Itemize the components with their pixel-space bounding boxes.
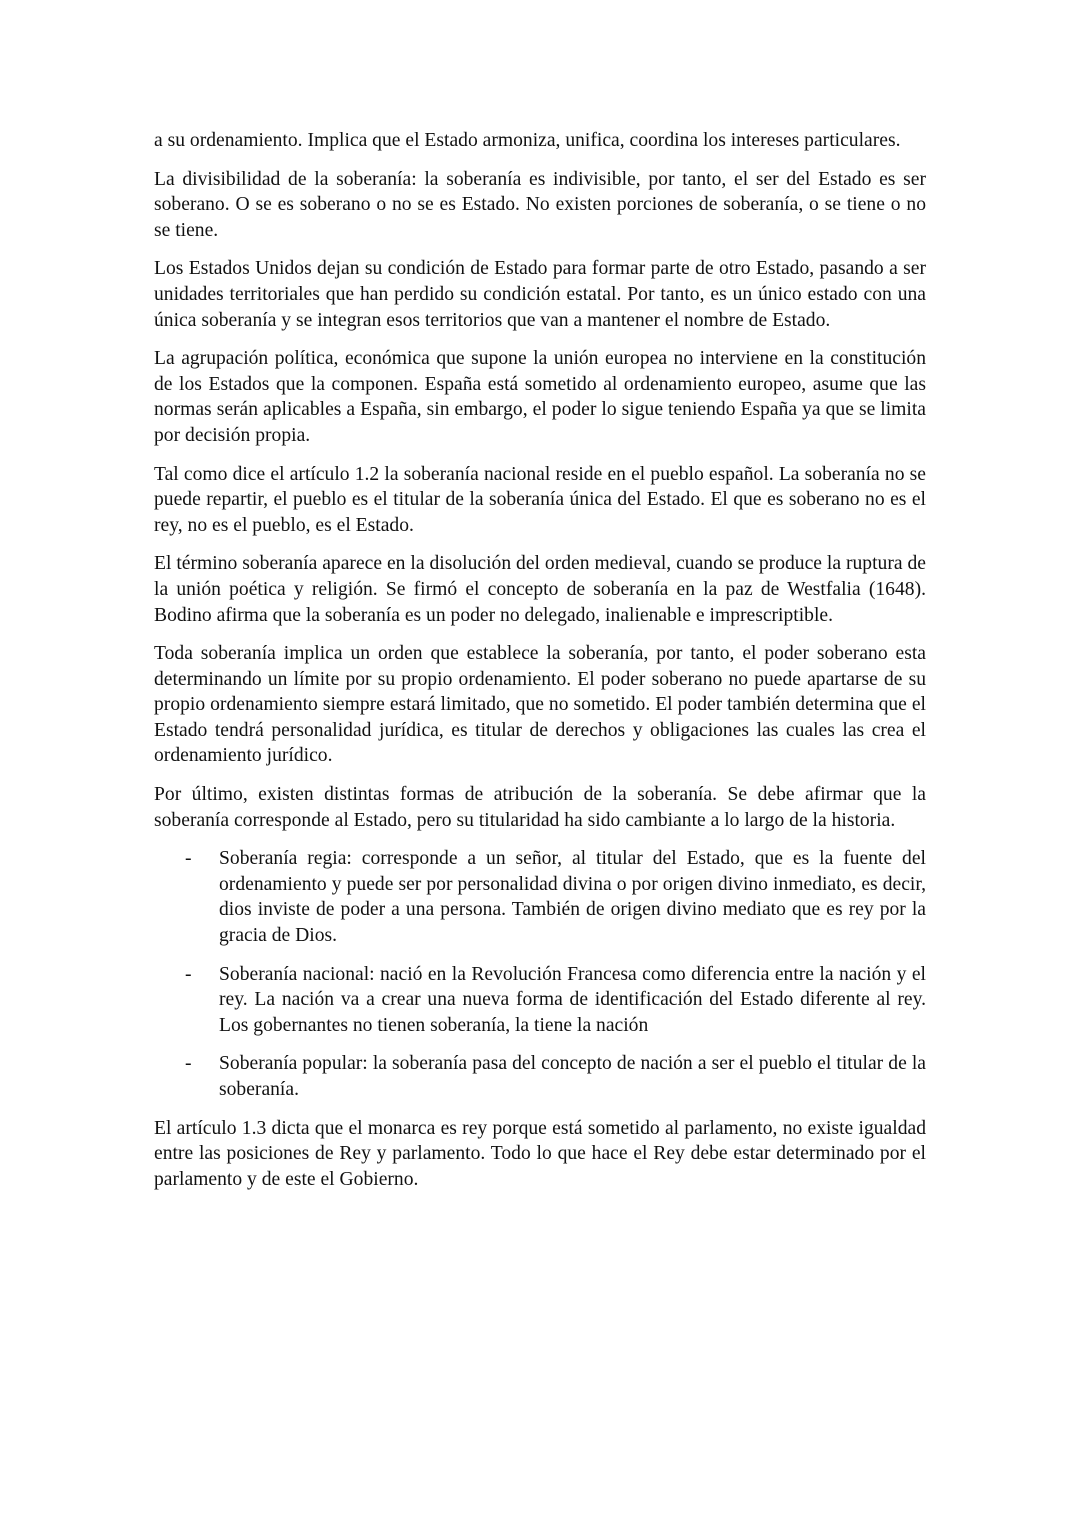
document-page: [154, 128, 926, 1205]
paragraph: Tal como dice el artículo 1.2 la soberanía nacional reside en el pueblo español. La soberanía no se puede repartir, el pueblo es el titular de la soberanía única del Estado. El que es soberano no es el rey, no es el pueblo, es el Estado.: [154, 463, 926, 536]
dash-bullet: -: [185, 1053, 192, 1075]
paragraph: El término soberanía aparece en la disolución del orden medieval, cuando se produce la ruptura de la unión poética y religión. Se firmó el concepto de soberanía en la paz de Westfalia (1648). Bodino afirma que la soberanía es un poder no delegado, inalienable e imprescriptible.: [154, 553, 926, 626]
paragraph: La agrupación política, económica que supone la unión europea no interviene en la constitución de los Estados que la componen. España está sometido al ordenamiento europeo, asume que las normas serán aplicables a España, sin embargo, el poder lo sigue teniendo España ya que se limita por decisión propia.: [154, 348, 926, 446]
list-item: [154, 1051, 926, 1102]
sovereignty-types-list: [154, 846, 926, 1102]
paragraph: Toda soberanía implica un orden que establece la soberanía, por tanto, el poder soberano esta determinando un límite por su propio ordenamiento. El poder soberano no puede apartarse de su propio ordenamiento siempre estará limitado, que no sometido. El poder también determina que el Estado tendrá personalidad jurídica, es titular de derechos y obligaciones las cuales las crea el ordenamiento jurídico.: [154, 643, 926, 767]
list-item-text: Soberanía nacional: nació en la Revolución Francesa como diferencia entre la nación y el rey. La nación va a crear una nueva forma de identificación del Estado diferente al rey. Los gobernantes no tienen soberanía, la tiene la nación: [219, 963, 926, 1036]
paragraph: Por último, existen distintas formas de atribución de la soberanía. Se debe afirmar que la soberanía corresponde al Estado, pero su titularidad ha sido cambiante a lo largo de la historia.: [154, 784, 926, 831]
list-item-text: Soberanía regia: corresponde a un señor, al titular del Estado, que es la fuente del ordenamiento y puede ser por personalidad divina o por origen divino inmediato, es decir, dios inviste de poder a una persona. También de origen divino mediato que es rey por la gracia de Dios.: [219, 848, 926, 947]
paragraph: La divisibilidad de la soberanía: la soberanía es indivisible, por tanto, el ser del Estado es ser soberano. O se es soberano o no se es Estado. No existen porciones de soberanía, o se tiene o no se tiene.: [154, 168, 926, 241]
dash-bullet: -: [185, 848, 192, 870]
dash-bullet: -: [185, 963, 192, 985]
list-item-text: Soberanía popular: la soberanía pasa del concepto de nación a ser el pueblo el titular de la soberanía.: [219, 1053, 926, 1100]
paragraph: a su ordenamiento. Implica que el Estado armoniza, unifica, coordina los intereses particulares.: [154, 130, 901, 151]
list-item: [154, 846, 926, 948]
paragraph: El artículo 1.3 dicta que el monarca es rey porque está sometido al parlamento, no existe igualdad entre las posiciones de Rey y parlamento. Todo lo que hace el Rey debe estar determinado por el parlamento y de este el Gobierno.: [154, 1117, 926, 1190]
paragraph: Los Estados Unidos dejan su condición de Estado para formar parte de otro Estado, pasando a ser unidades territoriales que han perdido su condición estatal. Por tanto, es un único estado con una única soberanía y se integran esos territorios que van a mantener el nombre de Estado.: [154, 258, 926, 331]
list-item: [154, 962, 926, 1039]
